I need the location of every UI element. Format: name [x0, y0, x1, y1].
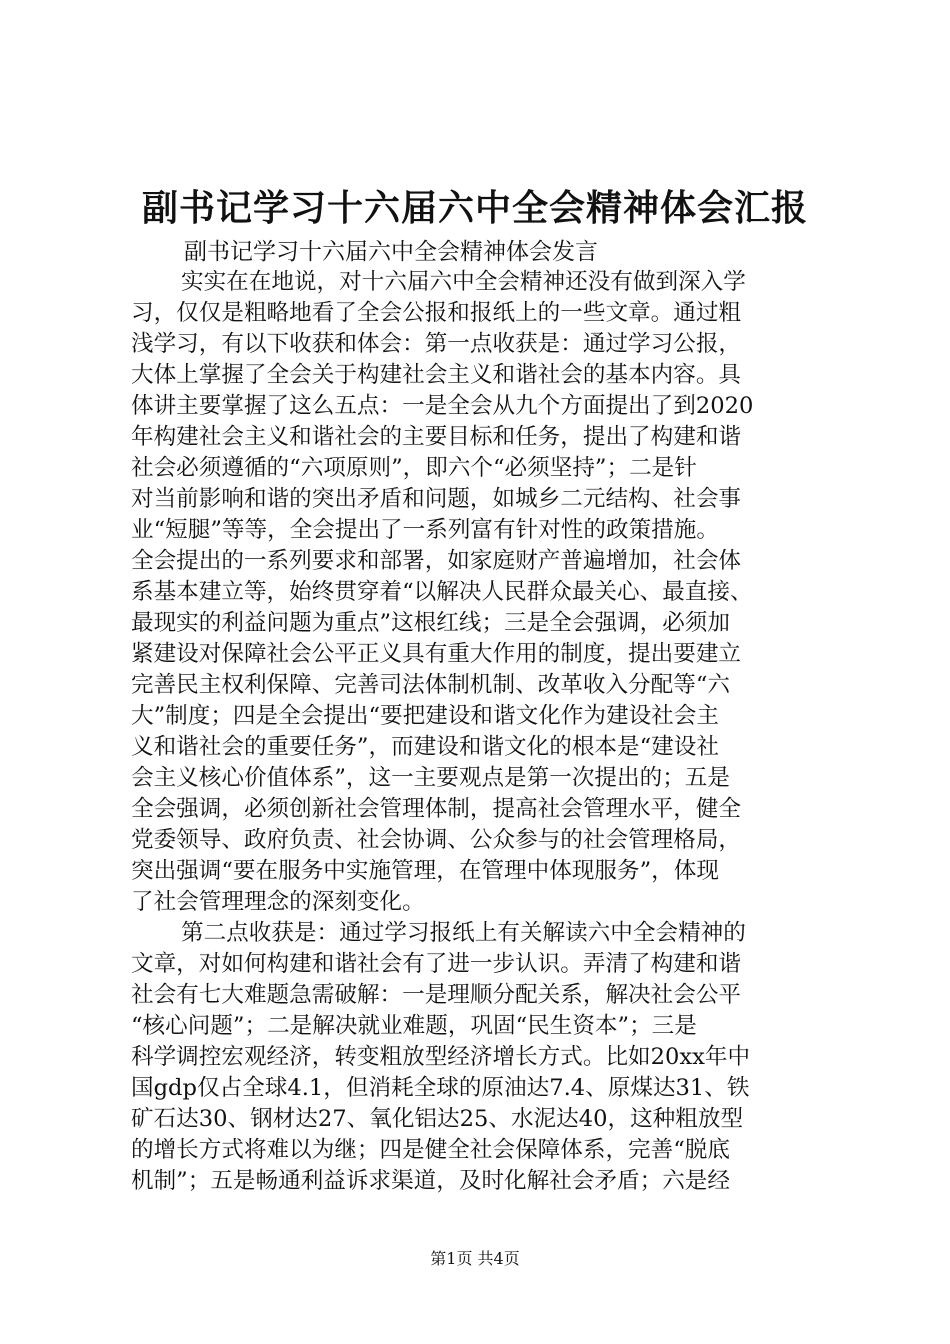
body-line: 大”制度；四是全会提出“要把建设和谐文化作为建设社会主: [131, 703, 719, 729]
body-line: 社会必须遵循的“六项原则”，即六个“必须坚持”；二是针: [131, 455, 697, 481]
body-line: 会主义核心价值体系”，这一主要观点是第一次提出的；五是: [131, 765, 730, 791]
body-line: 党委领导、政府负责、社会协调、公众参与的社会管理格局，: [131, 827, 742, 853]
document-subtitle: 副书记学习十六届六中全会精神体会发言: [184, 239, 598, 265]
body-line: 义和谐社会的重要任务”，而建设和谐文化的根本是“建设社: [131, 734, 719, 760]
body-line: 了社会管理理念的深刻变化。: [131, 889, 425, 915]
body-line: 浅学习，有以下收获和体会：第一点收获是：通过学习公报，: [131, 331, 742, 357]
body-line: 社会有七大难题急需破解：一是理顺分配关系，解决社会公平: [131, 982, 742, 1008]
body-line: 第二点收获是：通过学习报纸上有关解读六中全会精神的: [181, 920, 746, 946]
body-line: 科学调控宏观经济，转变粗放型经济增长方式。比如20xx年中: [131, 1044, 751, 1070]
body-line: 完善民主权利保障、完善司法体制机制、改革收入分配等“六: [131, 672, 730, 698]
body-line: 对当前影响和谐的突出矛盾和问题，如城乡二元结构、社会事: [131, 486, 742, 512]
body-line: 的增长方式将难以为继；四是健全社会保障体系，完善“脱底: [131, 1137, 730, 1163]
body-line: 业“短腿”等等，全会提出了一系列富有针对性的政策措施。: [131, 517, 719, 543]
body-line: 系基本建立等，始终贯穿着“以解决人民群众最关心、最直接、: [131, 579, 753, 605]
body-line: 机制”；五是畅通利益诉求渠道，及时化解社会矛盾；六是经: [131, 1168, 730, 1194]
page-footer: 第1页 共4页: [430, 1249, 520, 1268]
document-title: 副书记学习十六届六中全会精神体会汇报: [141, 187, 808, 229]
body-line: 紧建设对保障社会公平正义具有重大作用的制度，提出要建立: [131, 641, 742, 667]
body-line: 矿石达30、钢材达27、氧化铝达25、水泥达40，这种粗放型: [131, 1106, 744, 1132]
body-line: 体讲主要掌握了这么五点：一是全会从九个方面提出了到2020: [131, 393, 754, 419]
body-line: 最现实的利益问题为重点”这根红线；三是全会强调，必须加: [131, 610, 730, 636]
body-line: 习，仅仅是粗略地看了全会公报和报纸上的一些文章。通过粗: [131, 300, 742, 326]
body-line: 全会提出的一系列要求和部署，如家庭财产普遍增加，社会体: [131, 548, 742, 574]
body-line: 大体上掌握了全会关于构建社会主义和谐社会的基本内容。具: [131, 362, 742, 388]
body-text: [131, 267, 851, 1197]
body-line: 突出强调“要在服务中实施管理，在管理中体现服务”，体现: [131, 858, 719, 884]
body-line: 年构建社会主义和谐社会的主要目标和任务，提出了构建和谐: [131, 424, 742, 450]
body-line: 全会强调，必须创新社会管理体制，提高社会管理水平，健全: [131, 796, 742, 822]
body-line: 实实在在地说，对十六届六中全会精神还没有做到深入学: [181, 269, 746, 295]
body-line: 文章，对如何构建和谐社会有了进一步认识。弄清了构建和谐: [131, 951, 742, 977]
body-line: “核心问题”；二是解决就业难题，巩固“民生资本”；三是: [131, 1013, 697, 1039]
body-line: 国gdp仅占全球4.1，但消耗全球的原油达7.4、原煤达31、铁: [131, 1075, 750, 1101]
